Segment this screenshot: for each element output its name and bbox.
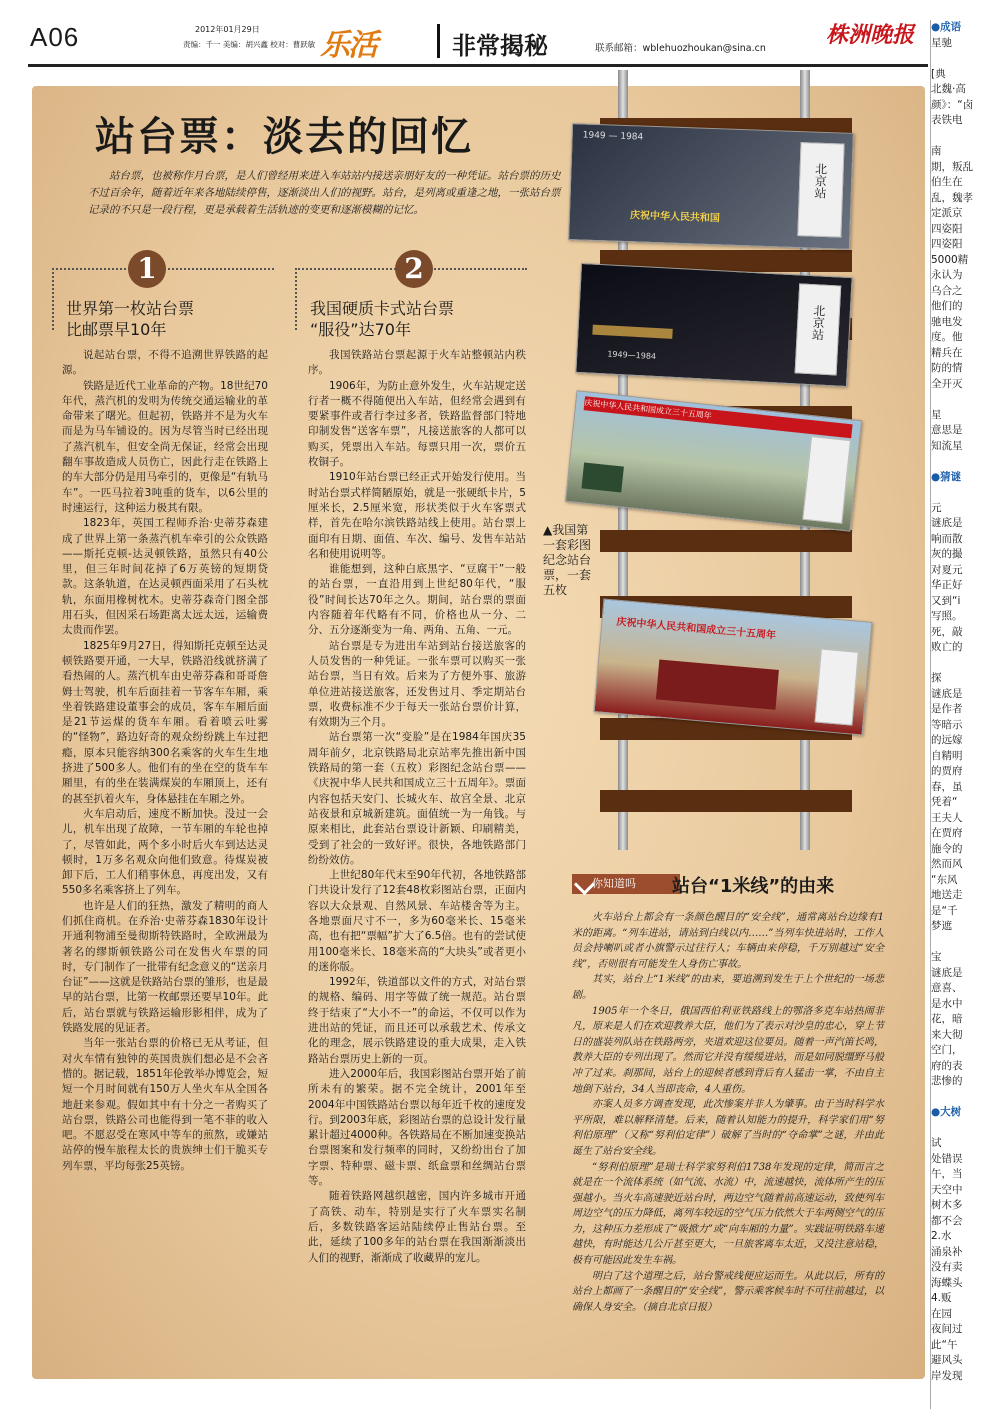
adjacent-text-line: 5000精: [931, 253, 969, 266]
adjacent-text-line: 王夫人: [931, 811, 963, 824]
paragraph: 亦案人员多方调查发现，此次惨案并非人为肇事。由于当时科学水平所限，难以解释清楚。后来，随着认知能力的提升，科学家们用“努利伯原理”（又称“努利伯定律”）破解了当时的“夺命掌”之谜，并由此诞生了站台安全线。: [572, 1099, 884, 1157]
section2-number: 2: [395, 250, 433, 288]
platform-ticket-image: [575, 263, 852, 387]
paragraph: 1905年一个冬日，俄国西伯利亚铁路线上的鄂洛多克车站热闹非凡，原来是人们在欢迎教养大臣，他们为了表示对沙皇的忠心，穿上节日的盛装列队站在铁路两旁，夹道欢迎这位要员。随着一声汽笛长鸣，教养大臣的专列出现了。然而它并没有缓缓进站，而是如同脱缰野马般冲了过来。刹那间，站台上的迎候者感到背后有人猛击一掌，不由自主地倒下站台，34人当即丧命，4人重伤。: [572, 1005, 884, 1095]
adjacent-text-line: 树木多: [931, 1199, 963, 1211]
sidebar-tag: 你知道吗: [572, 874, 680, 894]
issue-date: 2012年01月29日: [195, 25, 260, 34]
adjacent-text-line: 然而风: [931, 858, 963, 870]
adjacent-text-line: 都不会: [931, 1214, 963, 1227]
adjacent-text-line: 等暗示: [931, 718, 963, 731]
paragraph: “努利伯原理”是瑞士科学家努利伯1738年发现的定律，简而言之就是在一个流体系统（如气流、水流）中，流速越快，流体所产生的压强越小。当火车高速驶近站台时，两边空气随着前高速运动，致使列车周边空气的压力降低，离列车较远的空气压力依然大于车两侧空气的压力，这种压力差形成了“吸掀力”或“向车厢的力量”。实践证明铁路车速越快，有时能达几公斤甚至更大，一旦旅客离车太近，又没注意站稳，极有可能因此发生车祸。: [572, 1161, 884, 1267]
leisure-logo: 乐活: [320, 28, 376, 63]
adjacent-text-line: 花，暗: [931, 1013, 963, 1025]
adjacent-text-line: 元: [931, 501, 942, 514]
adjacent-text-line: 北魏·高: [931, 83, 966, 95]
paragraph: 我国铁路站台票起源于火车站整顿站内秩序。: [308, 349, 526, 377]
adjacent-text-line: 悲惨的: [931, 1075, 963, 1087]
ticket-title-text: 庆祝中华人民共和国: [629, 210, 721, 225]
column-name: 非常揭秘: [452, 32, 548, 60]
adjacent-text-line: 他们的: [931, 300, 963, 312]
adjacent-text-line: ●成语: [931, 21, 962, 33]
adjacent-text-line: 涌泉补: [931, 1245, 963, 1258]
adjacent-text-line: 全开灭: [931, 377, 963, 390]
paragraph: 其实，站台上“1米线”的由来，要追溯到发生于上个世纪的一场悲剧。: [572, 974, 884, 1001]
adjacent-text-line: 梦遮: [931, 920, 952, 932]
adjacent-text-line: 谜底是: [931, 687, 963, 700]
adjacent-text-line: 来大彻: [931, 1028, 963, 1041]
adjacent-text-line: 死，敲: [931, 625, 963, 638]
rail-tab: [600, 530, 852, 552]
section1-body: [62, 348, 268, 1174]
section1-heading: [66, 298, 194, 340]
adjacent-text-line: 天空中: [931, 1183, 963, 1196]
adjacent-text-line: “东风: [931, 873, 958, 886]
adjacent-text-line: [931, 392, 985, 408]
adjacent-text-line: 海蝶头: [931, 1276, 963, 1289]
adjacent-text-line: 夜间过: [931, 1323, 963, 1335]
paragraph: 1992年，铁道部以文件的方式，对站台票的规格、编码、用字等做了统一规范。站台票终于结束了“大小不一”的命运，不仅可以作为进出站的凭证，而且还可以承载艺术、传承文化的理念，展示铁路建设的重大成果，走入铁路站台票历史上新的一页。: [308, 976, 526, 1065]
paragraph: 1823年，英国工程师乔治·史蒂芬森建成了世界上第一条蒸汽机车牵引的公众铁路——斯托克顿-达灵顿铁路，虽然只有40公里，但三年时间花掉了6万英镑的短期贷款。这条轨道，在达灵顿西面采用了石头枕轨，东面用橡树枕木。史蒂芬森奇门图全部用石头，但因采石场距离太远太远，运输费太贵而作罢。: [62, 517, 268, 637]
adjacent-text-line: 是作者: [931, 703, 963, 715]
adjacent-text-line: 表铁电: [931, 114, 963, 126]
paragraph: 1906年，为防止意外发生，火车站规定送行者一概不得随便出入车站，但经常会遇到有要紧事件或者行李过多者，铁路监督部门特地印制发售“送客车票”，凡接送旅客的人都可以购买，凭票出入车站。每票只用一次，票价五枚铜子。: [308, 379, 526, 469]
adjacent-text-line: 四姿阳: [931, 238, 963, 250]
article-headline: 站台票：淡去的回忆: [95, 113, 473, 160]
adjacent-text-line: 是水中: [931, 997, 963, 1010]
ticket-year-text: 1949—1984: [607, 349, 657, 362]
rail-tab: [600, 790, 852, 812]
ticket-banner-text: 庆祝中华人民共和国成立三十五周年: [584, 396, 853, 438]
adjacent-text-line: 定派京: [931, 207, 963, 219]
paragraph: 谁能想到，这种白底黑字、“豆腐干”一般的站台票，一直沿用到上世纪80年代，“服役”时间长达70年之久。期间，站台票的票面内容随着年代略有不同，价格也从一分、二分、五分逐渐变为一角、两角、五角、一元。: [308, 563, 526, 637]
adjacent-text-line: [931, 1121, 985, 1137]
adjacent-column: [930, 20, 985, 1409]
adjacent-text-line: 2.水: [931, 1230, 952, 1242]
adjacent-text-line: 精兵在: [931, 346, 963, 359]
paragraph: 当年一张站台票的价格已无从考证，但对火车情有独钟的英国贵族们想必是不会吝惜的。据记载，1851年伦敦举办博览会，短短一个月时间就有150万人坐火车从全国各地赶来参观。假如其中有十分之一者购买了站台票，铁路公司也能得到一笔不菲的收入吧。不愿忍受在寒风中等车的煎熬，或嫌站站停的慢车旅程太长的贵族绅士们干脆买专列车票，平均每张25英镑。: [62, 1037, 268, 1172]
adjacent-text-line: 又到“i: [931, 594, 961, 607]
adjacent-text-line: [931, 656, 985, 672]
paragraph: 火车启动后，速度不断加快。没过一会儿，机车出现了故障，一节车厢的车轮也掉了，尽管如此，两个多小时后火车到达达灵顿时，1万多名观众向他们致意。待煤炭被卸下后，工人们稍事休息，再度出发，又有550多名乘客挤上了列车。: [62, 807, 268, 897]
article-lede: 站台票，也被称作月台票，是人们曾经用来进入车站站内接送亲朋好友的一种凭证。站台票的历史不过百余年，随着近年来各地陆续停售，逐渐淡出人们的视野。站台，是列离或重逢之地，一张站台票记录的不只是一段行程，更是承载着生活轨迹的变更和逐渐模糊的记忆。: [88, 170, 561, 216]
ticket-station-text: 北京站: [812, 162, 828, 200]
adjacent-text-line: 谜底是: [931, 966, 963, 979]
adjacent-text-line: 星驰: [931, 36, 952, 49]
adjacent-text-line: 响而散: [931, 532, 963, 545]
adjacent-text-line: [931, 454, 985, 470]
paragraph: 说起站台票，不得不追溯世界铁路的起源。: [62, 349, 268, 377]
paragraph: 进入2000年后，我国彩图站台票开始了前所未有的繁荣。据不完全统计，2001年至2004年中国铁路站台票以每年近千枚的速度发行。到2003年底，彩图站台票的总设计发行量累计超过4000种。各铁路局在不断加速变换站台票图案和发行频率的同时，又纷纷出台了加字票、特种票、磁卡票、纸盒票和丝绸站台票等。: [308, 1067, 526, 1188]
contact-email: 联系邮箱：wblehuozhoukan@sina.cn: [595, 43, 766, 54]
adjacent-text-line: 自精明: [931, 749, 963, 762]
adjacent-text-line: [931, 129, 985, 145]
adjacent-text-line: [931, 935, 985, 951]
adjacent-text-line: 空门，: [931, 1044, 963, 1056]
paragraph: 1910年站台票已经正式开始发行使用。当时站台票式样简陋原始，就是一张硬纸卡片，5厘米长，2.5厘米宽，形状类似于火车客票式样，首先在哈尔滨铁路站线上使用。站台票上面印有日期、面值、车次、编号、发售车站站名和使用说明等。: [308, 471, 526, 560]
adjacent-text-line: 避风头: [931, 1354, 963, 1366]
adjacent-text-line: 败亡的: [931, 641, 963, 653]
adjacent-text-line: 度。他: [931, 331, 963, 343]
adjacent-text-line: 是“千: [931, 904, 958, 917]
paper-logo: 株洲晚报: [826, 22, 915, 48]
sidebar-title: 站台“1米线”的由来: [672, 876, 835, 897]
paragraph: 火车站台上都会有一条颜色醒目的“安全线”，通常离站台边缘有1米的距离。“列车进站，请站到白线以内……”当列车快进站时，工作人员会持喇叭或者小旗警示过往行人；车辆由来停稳，千万别越过“安全线”，否则很有可能发生人身伤亡事故。: [572, 912, 884, 970]
adjacent-text-line: [典: [931, 67, 946, 80]
adjacent-text-line: 处错误: [931, 1152, 963, 1165]
platform-ticket-image: [594, 598, 873, 735]
adjacent-text-line: 永认为: [931, 269, 963, 281]
adjacent-text-line: 午，当: [931, 1168, 963, 1180]
editor-credits: 责编：千一 美编：胡兴鑫 校对：曹跃敏: [183, 40, 316, 49]
header-rule: [28, 64, 928, 67]
adjacent-text-line: 意思是: [931, 424, 963, 436]
adjacent-text-line: ●大树: [931, 1106, 962, 1118]
adjacent-text-line: 在贾府: [931, 827, 963, 839]
adjacent-text-line: 驰电发: [931, 315, 963, 328]
adjacent-text-line: 的远嫁: [931, 734, 963, 746]
paragraph: 上世纪80年代末至90年代初，各地铁路部门共设计发行了12套48枚彩图站台票，正面内容以大众景观、自然风景、车站楼舍等为主。各地票面尺寸不一，多为60毫米长、15毫米高，也有把“票幅”扩大了6.5倍。也有的尝试使用100毫米长、18毫米高的“大块头”或者更小的迷你版。: [308, 869, 526, 973]
paragraph: 明白了这个道理之后，站台警戒线便应运而生。从此以后，所有的站台上都画了一条醒目的“安全线”，警示乘客候车时不可往前越过，以确保人身安全。（摘自北京日报）: [572, 1270, 884, 1313]
adjacent-text-line: 写照。: [931, 610, 963, 622]
paragraph: 站台票是专为进出车站到站台接送旅客的人员发售的一种凭证。一张车票可以购买一张站台票，当日有效。后来为了方便外事、旅游单位进站接送旅客，还发售过月、季定期站台票，收费标准不少于每天一张站台票价计算，有效期为三个月。: [308, 639, 526, 729]
paragraph: 也许是人们的狂热，激发了精明的商人们抓住商机。在乔治·史蒂芬森1830年设计开通利物浦至曼彻斯特铁路时，全欧洲最为著名的缪斯顿铁路公司在发售火车票的同时，专门制作了一批带有纪念意义的“送亲月台证”——这就是铁路站台票的雏形，也是最早的站台票，比第一枚邮票还要早10年。此后，站台票就与铁路运输形影相伴，成为了铁路发展的见证者。: [62, 899, 268, 1035]
adjacent-text-line: 知流星: [931, 439, 963, 452]
adjacent-text-line: 地送走: [931, 889, 963, 901]
section2-heading-line2: “服役”达70年: [310, 320, 411, 339]
paragraph: 铁路是近代工业革命的产物。18世纪70年代，蒸汽机的发明为传统交通运输业的革命带来了曙光。但起初，铁路并不是为火车而是为马车铺设的。因为尽管当时已经出现了蒸汽机车，但安全尚无保证，经常会出现翻车事故造成人员伤亡，因此行走在铁路上的车大部分仍是用马牵引的，更像是“有轨马车”。一匹马拉着3吨重的货车，以6公里的时速运行，这种运力极其有限。: [62, 379, 268, 514]
adjacent-text-line: 春，虽: [931, 780, 963, 793]
adjacent-text-line: 南: [931, 145, 942, 157]
paragraph: 1825年9月27日，得知斯托克顿至达灵顿铁路要开通，一大早，铁路沿线就挤满了看热闹的人。蒸汽机车由史蒂芬森和哥哥詹姆士驾驶，机车后面挂着一节客车车厢，乘坐着铁路建设董事会的成员，客车车厢后面是21节运煤的货车车厢。看着喷云吐雾的“怪物”，路边好奇的观众纷纷跳上车过把瘾，原本只能容纳300名乘客的火车生生地挤进了500多人。他们有的坐在空的货车车厢里，有的坐在装满煤炭的车厢顶上，还有的甚至扒着火车，身体悬挂在车厢之外。: [62, 639, 268, 805]
adjacent-text-line: 4.贩: [931, 1292, 952, 1304]
adjacent-text-line: 此“午: [931, 1338, 958, 1351]
adjacent-text-line: [931, 1090, 985, 1106]
adjacent-text-line: 没有卖: [931, 1261, 963, 1273]
paragraph: 随着铁路网越织越密，国内许多城市开通了高铁、动车，特别是实行了火车票实名制后，多数铁路客运站陆续停止售站台票。至此，延续了100多年的站台票在我国渐渐淡出人们的视野，渐渐成了收藏界的宠儿。: [308, 1190, 526, 1264]
section1-heading-line2: 比邮票早10年: [66, 320, 167, 339]
adjacent-text-line: 府的表: [931, 1059, 963, 1072]
platform-ticket-image: [568, 123, 854, 250]
ticket-year-text: 1949 — 1984: [582, 130, 644, 143]
adjacent-text-line: 的贾府: [931, 765, 963, 777]
adjacent-text-line: 乌合之: [931, 284, 963, 297]
adjacent-text-line: 岸发现: [931, 1369, 963, 1382]
adjacent-text-line: 试: [931, 1137, 942, 1149]
adjacent-text-line: 意喜、: [931, 982, 963, 994]
ticket-station-text: 北京站: [810, 304, 827, 341]
adjacent-text-line: 四姿阳: [931, 222, 963, 235]
adjacent-text-line: 在园: [931, 1307, 952, 1320]
adjacent-text-line: 伯生在: [931, 176, 963, 188]
photo-caption: ▲我国第一套彩图纪念站台票，一套五枚: [543, 523, 592, 597]
adjacent-text-line: 探: [931, 672, 942, 684]
section2-heading-line1: 我国硬质卡式站台票: [310, 299, 455, 318]
page-number: A06: [30, 22, 80, 52]
adjacent-text-line: 华正好: [931, 579, 963, 591]
section2-body: [308, 348, 526, 1266]
paragraph: 站台票第一次“变脸”是在1984年国庆35周年前夕，北京铁路局北京站率先推出新中国铁路局的第一套（五枚）彩图纪念站台票——《庆祝中华人民共和国成立三十五周年》。票面内容包括天安门、长城火车、故宫全景、北京站夜景和京城新建筑。面值统一为一角钱。与原来相比，此套站台票设计新颖、印刷精美，受到了社会的一致好评。很快，各地铁路部门纷纷效仿。: [308, 731, 526, 866]
adjacent-text-line: 星: [931, 408, 942, 421]
adjacent-text-line: ●猜谜: [931, 470, 962, 483]
adjacent-text-line: 颜》：“卤: [931, 98, 974, 111]
adjacent-text-line: 施令的: [931, 842, 963, 855]
ticket-banner-text: 庆祝中华人民共和国成立三十五周年: [615, 616, 777, 642]
adjacent-text-line: [931, 485, 985, 501]
adjacent-text-line: 乱，魏孝: [931, 191, 973, 204]
adjacent-text-line: 防的情: [931, 362, 963, 374]
adjacent-text-line: 宝: [931, 951, 942, 963]
adjacent-text-line: 谜底是: [931, 517, 963, 529]
sidebar-body: [572, 910, 884, 1315]
adjacent-text-line: 灰的撮: [931, 548, 963, 560]
adjacent-text-line: 期，叛乱: [931, 160, 973, 173]
adjacent-text-line: 凭着“: [931, 796, 958, 808]
adjacent-text-line: 对夏元: [931, 563, 963, 576]
adjacent-text-line: [931, 51, 985, 67]
column-divider: [437, 24, 440, 58]
section1-number: 1: [128, 250, 166, 288]
section1-heading-line1: 世界第一枚站台票: [66, 299, 195, 318]
section2-heading: [310, 298, 454, 340]
